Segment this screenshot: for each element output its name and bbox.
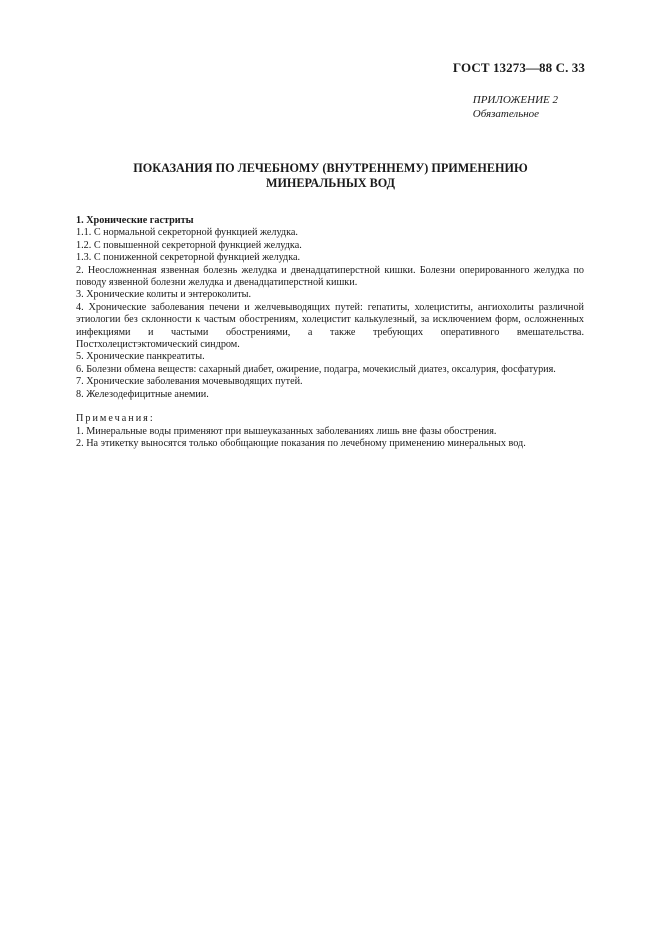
list-item: 2. Неосложненная язвенная болезнь желудка и двенадцатиперстной кишки. Болезни оперированного желудка по поводу язвенной болезни желудка и двенадцатиперстной кишки. xyxy=(76,264,584,289)
list-item: 8. Железодефицитные анемии. xyxy=(76,388,209,400)
appendix-label: ПРИЛОЖЕНИЕ 2 xyxy=(472,94,558,106)
list-item: 1.1. С нормальной секреторной функцией желудка. xyxy=(76,227,298,239)
list-item: 7. Хронические заболевания мочевыводящих путей. xyxy=(76,376,303,388)
document-title xyxy=(0,161,661,191)
appendix-block xyxy=(473,93,558,121)
section-heading: 1. Хронические гастриты xyxy=(76,215,194,226)
list-item: 6. Болезни обмена веществ: сахарный диабет, ожирение, подагра, мочекислый диатез, оксалурия, фосфатурия. xyxy=(76,363,556,375)
list-item: 1.3. С пониженной секреторной функцией желудка. xyxy=(76,252,301,264)
list-item: 1.2. С повышенной секреторной функцией желудка. xyxy=(76,239,302,251)
note-item: 2. На этикетку выносятся только обобщающие показания по лечебному применению минеральных вод. xyxy=(76,438,526,450)
title-line-1: ПОКАЗАНИЯ ПО ЛЕЧЕБНОМУ (ВНУТРЕННЕМУ) ПРИМЕНЕНИЮ xyxy=(133,161,528,175)
standard-page-code: ГОСТ 13273—88 С. 33 xyxy=(452,60,585,75)
list-item: 5. Хронические панкреатиты. xyxy=(76,351,205,363)
title-line-2: МИНЕРАЛЬНЫХ ВОД xyxy=(265,176,396,190)
list-item: 3. Хронические колиты и энтероколиты. xyxy=(76,289,252,301)
spacer xyxy=(76,401,584,413)
list-item: 4. Хронические заболевания печени и желчевыводящих путей: гепатиты, холециститы, ангиохолиты различной этиологии без склонности к частым обострениям, холецистит калькулезный, за исключением форм, осложненных инфекциями и частыми обострениями, а также требующих оперативного вмешательства. Постхолецистэктомический синдром. xyxy=(76,301,584,351)
notes-heading: Примечания: xyxy=(76,413,155,425)
document-body xyxy=(76,215,584,451)
note-item: 1. Минеральные воды применяют при вышеуказанных заболеваниях лишь вне фазы обострения. xyxy=(76,425,497,437)
appendix-status: Обязательное xyxy=(472,108,540,120)
